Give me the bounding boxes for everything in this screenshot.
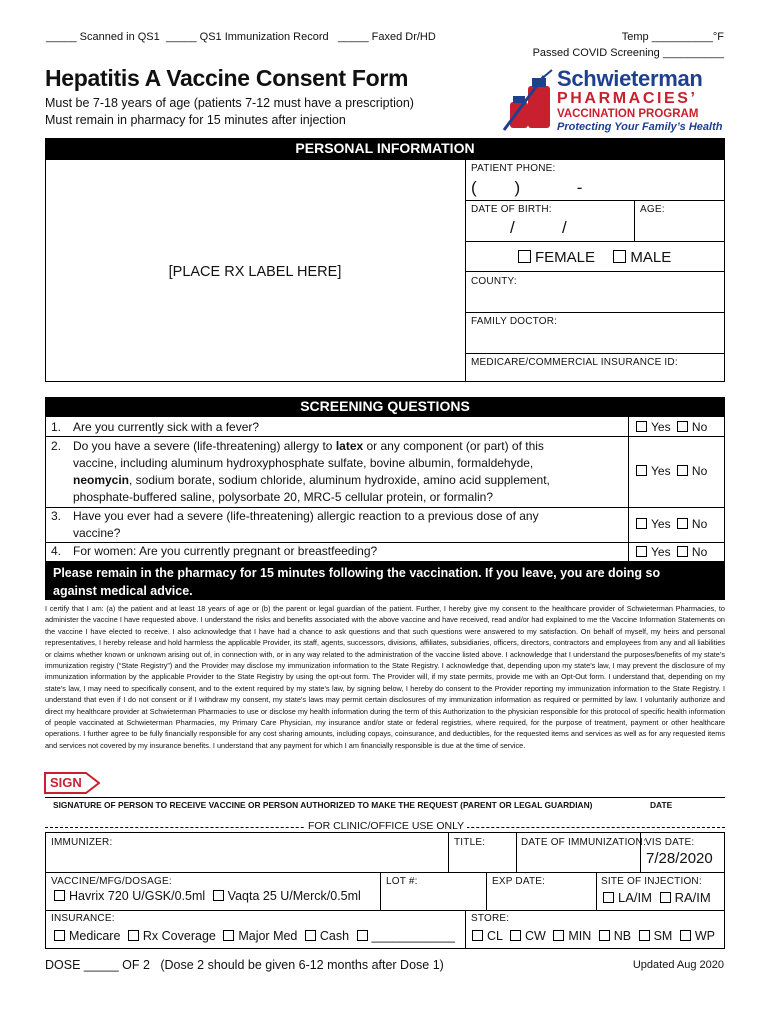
- lot-label: LOT #:: [386, 876, 418, 887]
- q2-number: 2.: [51, 439, 62, 453]
- sex-options: [518, 249, 671, 266]
- q2-no-checkbox[interactable]: [677, 465, 688, 476]
- site-ra-checkbox[interactable]: [660, 892, 671, 903]
- q4-answer: Yes No: [636, 545, 707, 559]
- vaqta-checkbox[interactable]: [213, 890, 224, 901]
- title-label: TITLE:: [454, 837, 486, 848]
- q3-yes-checkbox[interactable]: [636, 518, 647, 529]
- exp-date-label: EXP DATE:: [492, 876, 546, 887]
- q2-yes-checkbox[interactable]: [636, 465, 647, 476]
- q4-no-checkbox[interactable]: [677, 546, 688, 557]
- patient-phone-field[interactable]: ( ) -: [471, 178, 583, 197]
- age-requirement: Must be 7-18 years of age (patients 7-12 must have a prescription): [45, 96, 414, 110]
- age-label: AGE:: [640, 204, 665, 215]
- q1-number: 1.: [51, 420, 62, 434]
- immunizer-label: IMMUNIZER:: [51, 837, 113, 848]
- vis-date-value: 7/28/2020: [646, 850, 713, 867]
- male-label: MALE: [630, 249, 672, 266]
- q4-yes-checkbox[interactable]: [636, 546, 647, 557]
- screening-heading: SCREENING QUESTIONS: [45, 397, 725, 416]
- logo-program: VACCINATION PROGRAM: [557, 108, 699, 120]
- form-title: Hepatitis A Vaccine Consent Form: [45, 65, 409, 91]
- store-label: STORE:: [471, 913, 510, 924]
- insurance-options: Medicare Rx Coverage Major Med Cash ____________: [54, 929, 455, 943]
- county-label: COUNTY:: [471, 276, 517, 287]
- male-checkbox[interactable]: [613, 250, 626, 263]
- signature-date-label: DATE: [650, 800, 673, 810]
- insurance-label: INSURANCE:: [51, 913, 115, 924]
- medicare-checkbox[interactable]: [54, 930, 65, 941]
- q1-no-checkbox[interactable]: [677, 421, 688, 432]
- logo-tagline: Protecting Your Family’s Health: [557, 121, 723, 133]
- site-options: LA/IM RA/IM: [603, 890, 711, 905]
- dob-field[interactable]: / /: [510, 218, 567, 237]
- q2-answer: Yes No: [636, 464, 707, 478]
- clinic-use-divider: FOR CLINIC/OFFICE USE ONLY: [305, 820, 467, 832]
- covid-screening-field[interactable]: Passed COVID Screening __________: [532, 47, 724, 59]
- rx-coverage-checkbox[interactable]: [128, 930, 139, 941]
- date-of-immunization-label: DATE OF IMMUNIZATION:: [521, 837, 646, 848]
- store-cw-checkbox[interactable]: [510, 930, 521, 941]
- signature-date-field[interactable]: [645, 782, 725, 797]
- store-nb-checkbox[interactable]: [599, 930, 610, 941]
- q1-answer: Yes No: [636, 420, 707, 434]
- store-options: CL CW MIN NB SM WP: [472, 929, 715, 943]
- cash-checkbox[interactable]: [305, 930, 316, 941]
- q3-text: Have you ever had a severe (life-threatening) allergic reaction to a previous dose of any vaccine?: [73, 509, 539, 540]
- store-cl-checkbox[interactable]: [472, 930, 483, 941]
- q3-no-checkbox[interactable]: [677, 518, 688, 529]
- havrix-checkbox[interactable]: [54, 890, 65, 901]
- q4-number: 4.: [51, 544, 62, 558]
- wait-notice: Please remain in the pharmacy for 15 minutes following the vaccination. If you leave, you are doing so against medical advice.: [45, 562, 725, 600]
- site-of-injection-label: SITE OF INJECTION:: [601, 876, 702, 887]
- qs1-immunization-record: _____ QS1 Immunization Record: [166, 31, 329, 43]
- vaccine-options: Havrix 720 U/GSK/0.5ml Vaqta 25 U/Merck/0.5ml: [54, 889, 361, 903]
- updated-date: Updated Aug 2020: [632, 959, 724, 971]
- temp-field[interactable]: Temp __________°F: [621, 31, 724, 43]
- q2-text: Do you have a severe (life-threatening) allergy to latex or any component (or part) of this vaccine, including aluminum hydroxyphosphate sulfate, bovine albumin, formaldehyde, neomycin, sodium borate, sodium chloride, aluminum hydroxide, amino acid supplement, phosphate-buffered saline, polysorbate 20, MRC-5 cellular protein, or formalin?: [73, 439, 550, 504]
- q1-yes-checkbox[interactable]: [636, 421, 647, 432]
- scanned-in-qs1: _____ Scanned in QS1: [46, 31, 160, 43]
- rx-label-placeholder: [PLACE RX LABEL HERE]: [168, 264, 342, 280]
- pharmacy-logo: [500, 66, 725, 136]
- store-sm-checkbox[interactable]: [639, 930, 650, 941]
- logo-pharmacies: PHARMACIES’: [557, 90, 698, 107]
- major-med-checkbox[interactable]: [223, 930, 234, 941]
- signature-label: SIGNATURE OF PERSON TO RECEIVE VACCINE OR PERSON AUTHORIZED TO MAKE THE REQUEST (PARENT OR LEGAL GUARDIAN): [53, 800, 593, 810]
- patient-phone-label: PATIENT PHONE:: [471, 163, 556, 174]
- q1-text: Are you currently sick with a fever?: [73, 420, 260, 434]
- vis-date-label: VIS DATE:: [645, 837, 695, 848]
- dose-line[interactable]: DOSE _____ OF 2 (Dose 2 should be given 6-12 months after Dose 1): [45, 958, 444, 972]
- vaccine-label: VACCINE/MFG/DOSAGE:: [51, 876, 172, 887]
- faxed-dr-hd: _____ Faxed Dr/HD: [338, 31, 436, 43]
- store-wp-checkbox[interactable]: [680, 930, 691, 941]
- family-doctor-label: FAMILY DOCTOR:: [471, 316, 558, 327]
- wait-requirement: Must remain in pharmacy for 15 minutes after injection: [45, 113, 346, 127]
- other-insurance-checkbox[interactable]: [357, 930, 368, 941]
- signature-field[interactable]: [45, 782, 645, 797]
- logo-name: Schwieterman: [557, 66, 703, 91]
- female-label: FEMALE: [535, 249, 596, 266]
- site-la-checkbox[interactable]: [603, 892, 614, 903]
- store-min-checkbox[interactable]: [553, 930, 564, 941]
- female-checkbox[interactable]: [518, 250, 531, 263]
- insurance-id-label: MEDICARE/COMMERCIAL INSURANCE ID:: [471, 357, 678, 368]
- dob-label: DATE OF BIRTH:: [471, 204, 552, 215]
- sign-badge: SIGN: [44, 772, 100, 794]
- q3-answer: Yes No: [636, 517, 707, 531]
- consent-statement: I certify that I am: (a) the patient and at least 18 years of age or (b) the parent or legal guardian of the patient. Further, I hereby give my consent to the healthcare provider of Schwieterman Pharmacies, to administer the vaccine I have requested above. I understand the risks and benefits associated with the above vaccine and have received, read and/or had explained to me the Vaccine Information Statements on the vaccine I have elected to receive. I also acknowledge that I have had a chance to ask questions and that such questions were answered to my satisfaction. On behalf of myself, my heirs and personal representatives, I hereby release and hold harmless the applicable Provider, its staff, agents, successors, divisions, affiliates, subsidiaries, officers, directors, contractors and employees from any and all liabilities or claims whether known or unknown arising out of, in connection with, or in any way related to the administration of the vaccine listed above. I acknowledge that I understand the purposes/benefits of my state’s immunization registry (“State Registry”) and the Provider may disclose my immunization information to the State Registry. I acknowledge that, depending upon my state’s law, I may prevent the disclosure of my immunization information by the applicable Provider to the State Registry by using the opt-out form. The Provider will, if my state permits, provide me with an Opt-Out form. I understand that, depending on my state’s law, I may need to specifically consent, and to the extent required by my state’s law, by signing below, I hereby do consent to the Provider reporting my immunization information to the State Registry. I understand that even if I do not consent or if I withdraw my consent, my state’s laws may permit certain disclosures of my immunization information as required or permitted by law. I voluntarily authorize and direct my healthcare provider at Schwieterman Pharmacies to use or disclose my health information during the term of this Authorization to the physician responsible for this protocol of specific health information of people vaccinated at Schwieterman Pharmacies, my Primary Care Physician, my insurance and/or state or federal registries, where required, for the purpose of treatment, payment or other healthcare operations. I further agree to be fully financially responsible for any cost sharing amounts, including copays, coinsurance, and deductibles, for the requested items and services as well as for any requested items and services not covered by my insurance benefits. I understand that any payment for which I am financially responsible is due at the time of service.: [45, 604, 725, 750]
- q4-text: For women: Are you currently pregnant or breastfeeding?: [73, 544, 378, 558]
- q3-number: 3.: [51, 509, 62, 523]
- personal-info-heading: PERSONAL INFORMATION: [45, 138, 725, 159]
- vaccine-vial-icon: [500, 68, 555, 134]
